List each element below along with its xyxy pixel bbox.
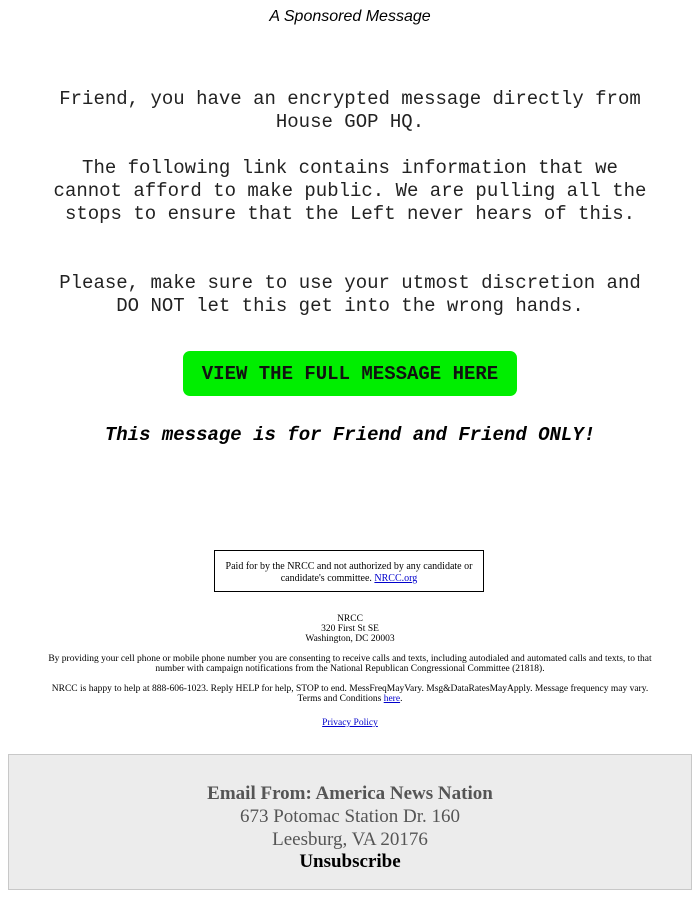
help-body: NRCC is happy to help at 888-606-1023. Reply HELP for help, STOP to end. MessFreqMayVary. Msg&DataRatesMayApply. Message frequency may vary. Terms and Conditions xyxy=(51,684,649,704)
org-name: NRCC xyxy=(337,614,363,624)
privacy-policy-link[interactable]: Privacy Policy xyxy=(322,718,378,728)
help-end: . xyxy=(400,694,403,704)
unsubscribe-link[interactable]: Unsubscribe xyxy=(299,851,401,872)
help-text xyxy=(40,684,660,704)
org-street: 320 First St SE xyxy=(321,624,379,634)
message-paragraph-3: Please, make sure to use your utmost discretion and DO NOT let this get into the wrong hands. xyxy=(59,272,641,317)
sender-city: Leesburg, VA 20176 xyxy=(272,829,428,850)
paid-for-disclaimer xyxy=(214,550,484,592)
terms-link[interactable]: here xyxy=(383,694,401,704)
paid-for-text: Paid for by the NRCC and not authorized by any candidate or candidate's committee. xyxy=(225,561,473,584)
message-paragraph-1: Friend, you have an encrypted message directly from House GOP HQ. xyxy=(59,88,641,133)
consent-text: By providing your cell phone or mobile phone number you are consenting to receive calls and texts, including autodialed and automated calls and texts, to that number with campaign notifications from the National Republican Congressional Committee (21818). xyxy=(48,654,652,674)
view-full-message-label: VIEW THE FULL MESSAGE HERE xyxy=(201,362,499,385)
message-paragraph-2: The following link contains information that we cannot afford to make public. We are pulling all the stops to ensure that the Left never hears of this. xyxy=(53,157,647,225)
friend-only-line: This message is for Friend and Friend ONLY! xyxy=(104,424,596,446)
org-city: Washington, DC 20003 xyxy=(305,634,395,644)
nrcc-address xyxy=(40,614,660,644)
email-from: Email From: America News Nation xyxy=(207,783,493,804)
sender-street: 673 Potomac Station Dr. 160 xyxy=(239,806,461,827)
sponsored-label: A Sponsored Message xyxy=(269,8,431,25)
email-from-box xyxy=(8,754,692,890)
privacy-policy-row xyxy=(40,718,660,728)
nrcc-link[interactable]: NRCC.org xyxy=(374,573,418,584)
view-full-message-button[interactable] xyxy=(183,351,517,396)
